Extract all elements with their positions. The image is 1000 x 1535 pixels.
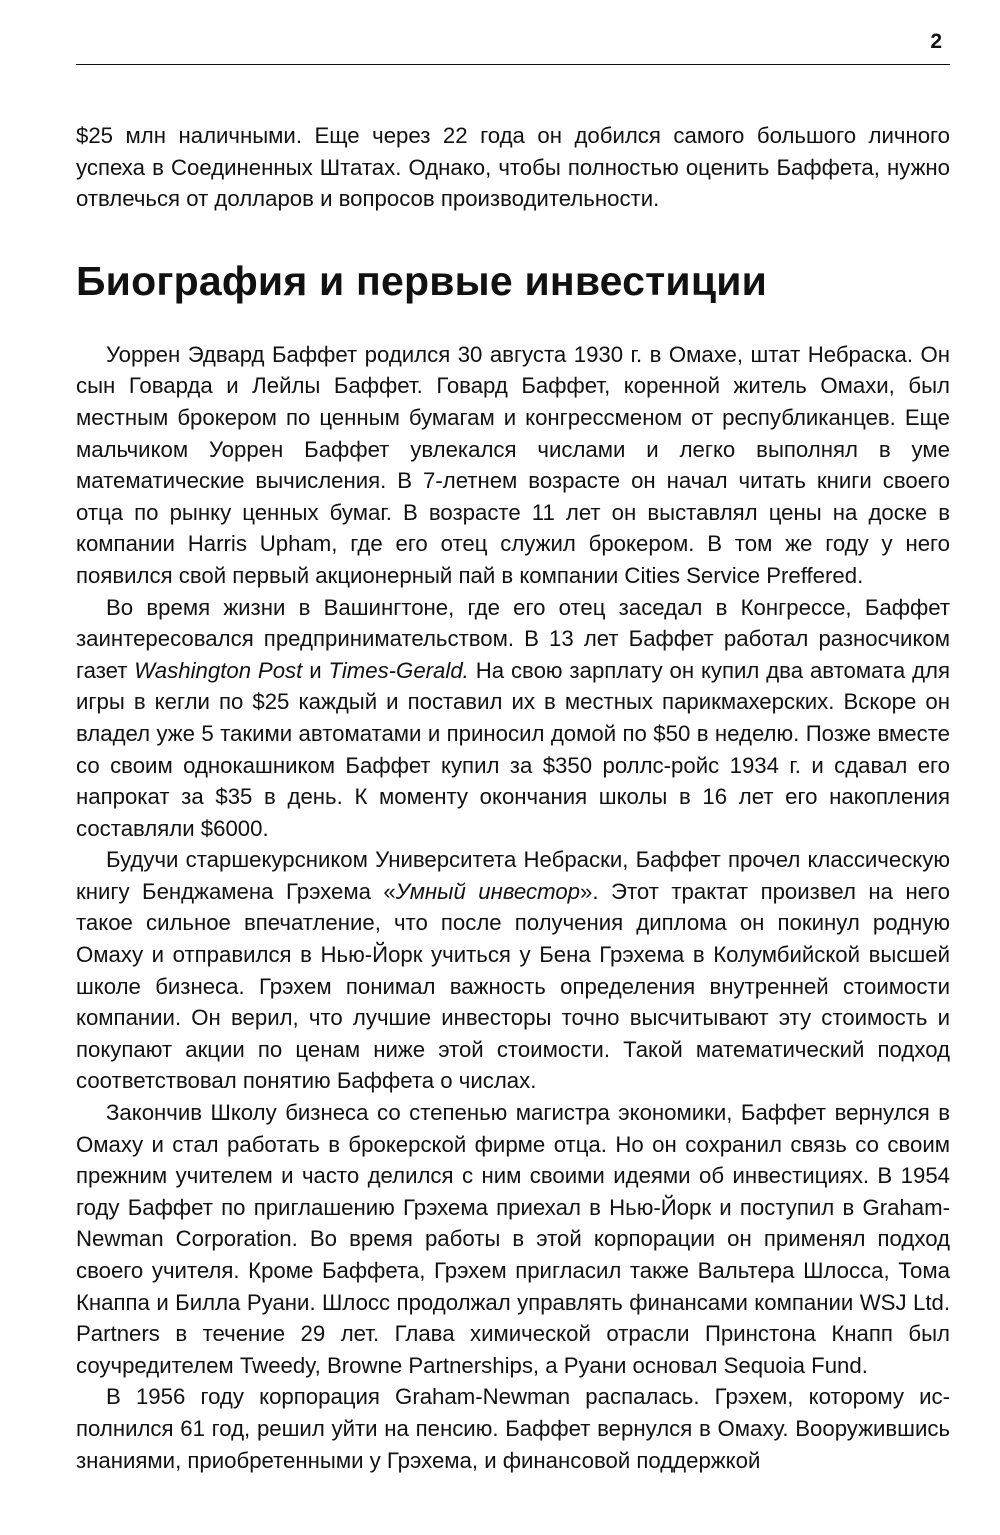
paragraph-graham-newman: Закончив Школу бизнеса со степенью магистра экономики, Баффет вернулся в Омаху и стал работать в брокерской фирме отца. Но он сохранил связь со своим прежним учителем и часто делился с ним своими идеями об инвестициях. В 1954 году Баффет по приглашению Грэхема приехал в Нью-Йорк и поступил в Graham-Newman Corporation. Во время работы в этой корпорации он применял подход своего учителя. Кроме Баффета, Грэхем пригласил также Вальтера Шлосса, Тома Кнаппа и Билла Руани. Шлосс продолжал управлять финансами компании WSJ Ltd. Partners в течение 29 лет. Глава химической отрасли Принстона Кнапп был соучредителем Tweedy, Browne Partnerships, а Руани основал Sequoia Fund. xyxy=(76,1100,950,1378)
book-page xyxy=(76,0,950,1535)
page-content xyxy=(76,120,950,1476)
paragraph-university-text-2: ». Этот трактат произвел на него такое сильное впечатление, что после получения диплома он покинул родную Омаху и отправился в Нью-Йорк учиться у Бена Грэхема в Колумбийской высшей школе бизнеса. Грэхем понимал важность определения внутренней стоимости компании. Он верил, что лучшие инвесторы точно высчитывают эту стоимость и покупают акции по ценам ниже этой стоимости. Такой математический подход соответствовал понятию Баффета о числах. xyxy=(76,878,951,1094)
paragraph-birth: Уоррен Эдвард Баффет родился 30 августа 1930 г. в Омахе, штат Небраска. Он сын Говарда и Лейлы Баффет. Говард Баффет, коренной житель Омахи, был местным брокером по ценным бумагам и конгрессменом от республиканцев. Еще мальчиком Уоррен Баффет увлекался числами и легко выполнял в уме математические вычисления. В 7-летнем возрасте он начал читать книги своего отца по рынку ценных бумаг. В возрасте 11 лет он выставлял цены на доске в компании Harris Upham, где его отец служил брокером. В том же году у него появился свой первый акционерный пай в компании Cities Service Preffered. xyxy=(76,341,950,588)
paragraph-washington-text-2: и xyxy=(302,657,329,683)
page-number: 2 xyxy=(930,30,942,53)
book-title: Умный инвестор xyxy=(395,878,581,904)
paragraph-1956: В 1956 году корпорация Graham-Newman распалась. Грэхем, которому исполнился 61 год, решил уйти на пенсию. Баффет вернулся в Омаху. Вооружившись знаниями, приобретенными у Грэхема, и финансовой поддержкой xyxy=(76,1384,950,1473)
newspaper-name-2: Times-Gerald. xyxy=(328,657,469,683)
paragraph-university-text-1: Будучи старшекурсником Университета Небраски, Баффет прочел классическую книгу Бенджамена Грэхема « xyxy=(76,847,950,904)
section-heading: Биография и первые инвестиции xyxy=(76,257,768,304)
paragraph-washington-text-1: Во время жизни в Вашингтоне, где его отец заседал в Конгрессе, Баффет заинтересовался предпринимательством. В 13 лет Баффет работал разносчиком газет xyxy=(76,594,950,683)
intro-paragraph: $25 млн наличными. Еще через 22 года он добился самого большого личного успеха в Соединенных Штатах. Однако, чтобы полностью оценить Баффета, нужно отвлечься от долларов и вопросов производительности. xyxy=(76,123,950,212)
paragraph-washington xyxy=(76,592,950,845)
header-rule xyxy=(76,64,950,65)
newspaper-name-1: Washington Post xyxy=(134,657,303,683)
paragraph-washington-text-3: На свою зарплату он купил два автомата для игры в кегли по $25 каждый и поставил их в местных парикмахерских. Вскоре он владел уже 5 такими автоматами и приносил домой по $50 в неделю. Позже вместе со своим однокашником Баффет купил за $350 роллс-ройс 1934 г. и сдавал его напрокат за $35 в день. К моменту окончания школы в 16 лет его накопления составляли $6000. xyxy=(76,657,950,841)
paragraph-university xyxy=(76,844,950,1097)
